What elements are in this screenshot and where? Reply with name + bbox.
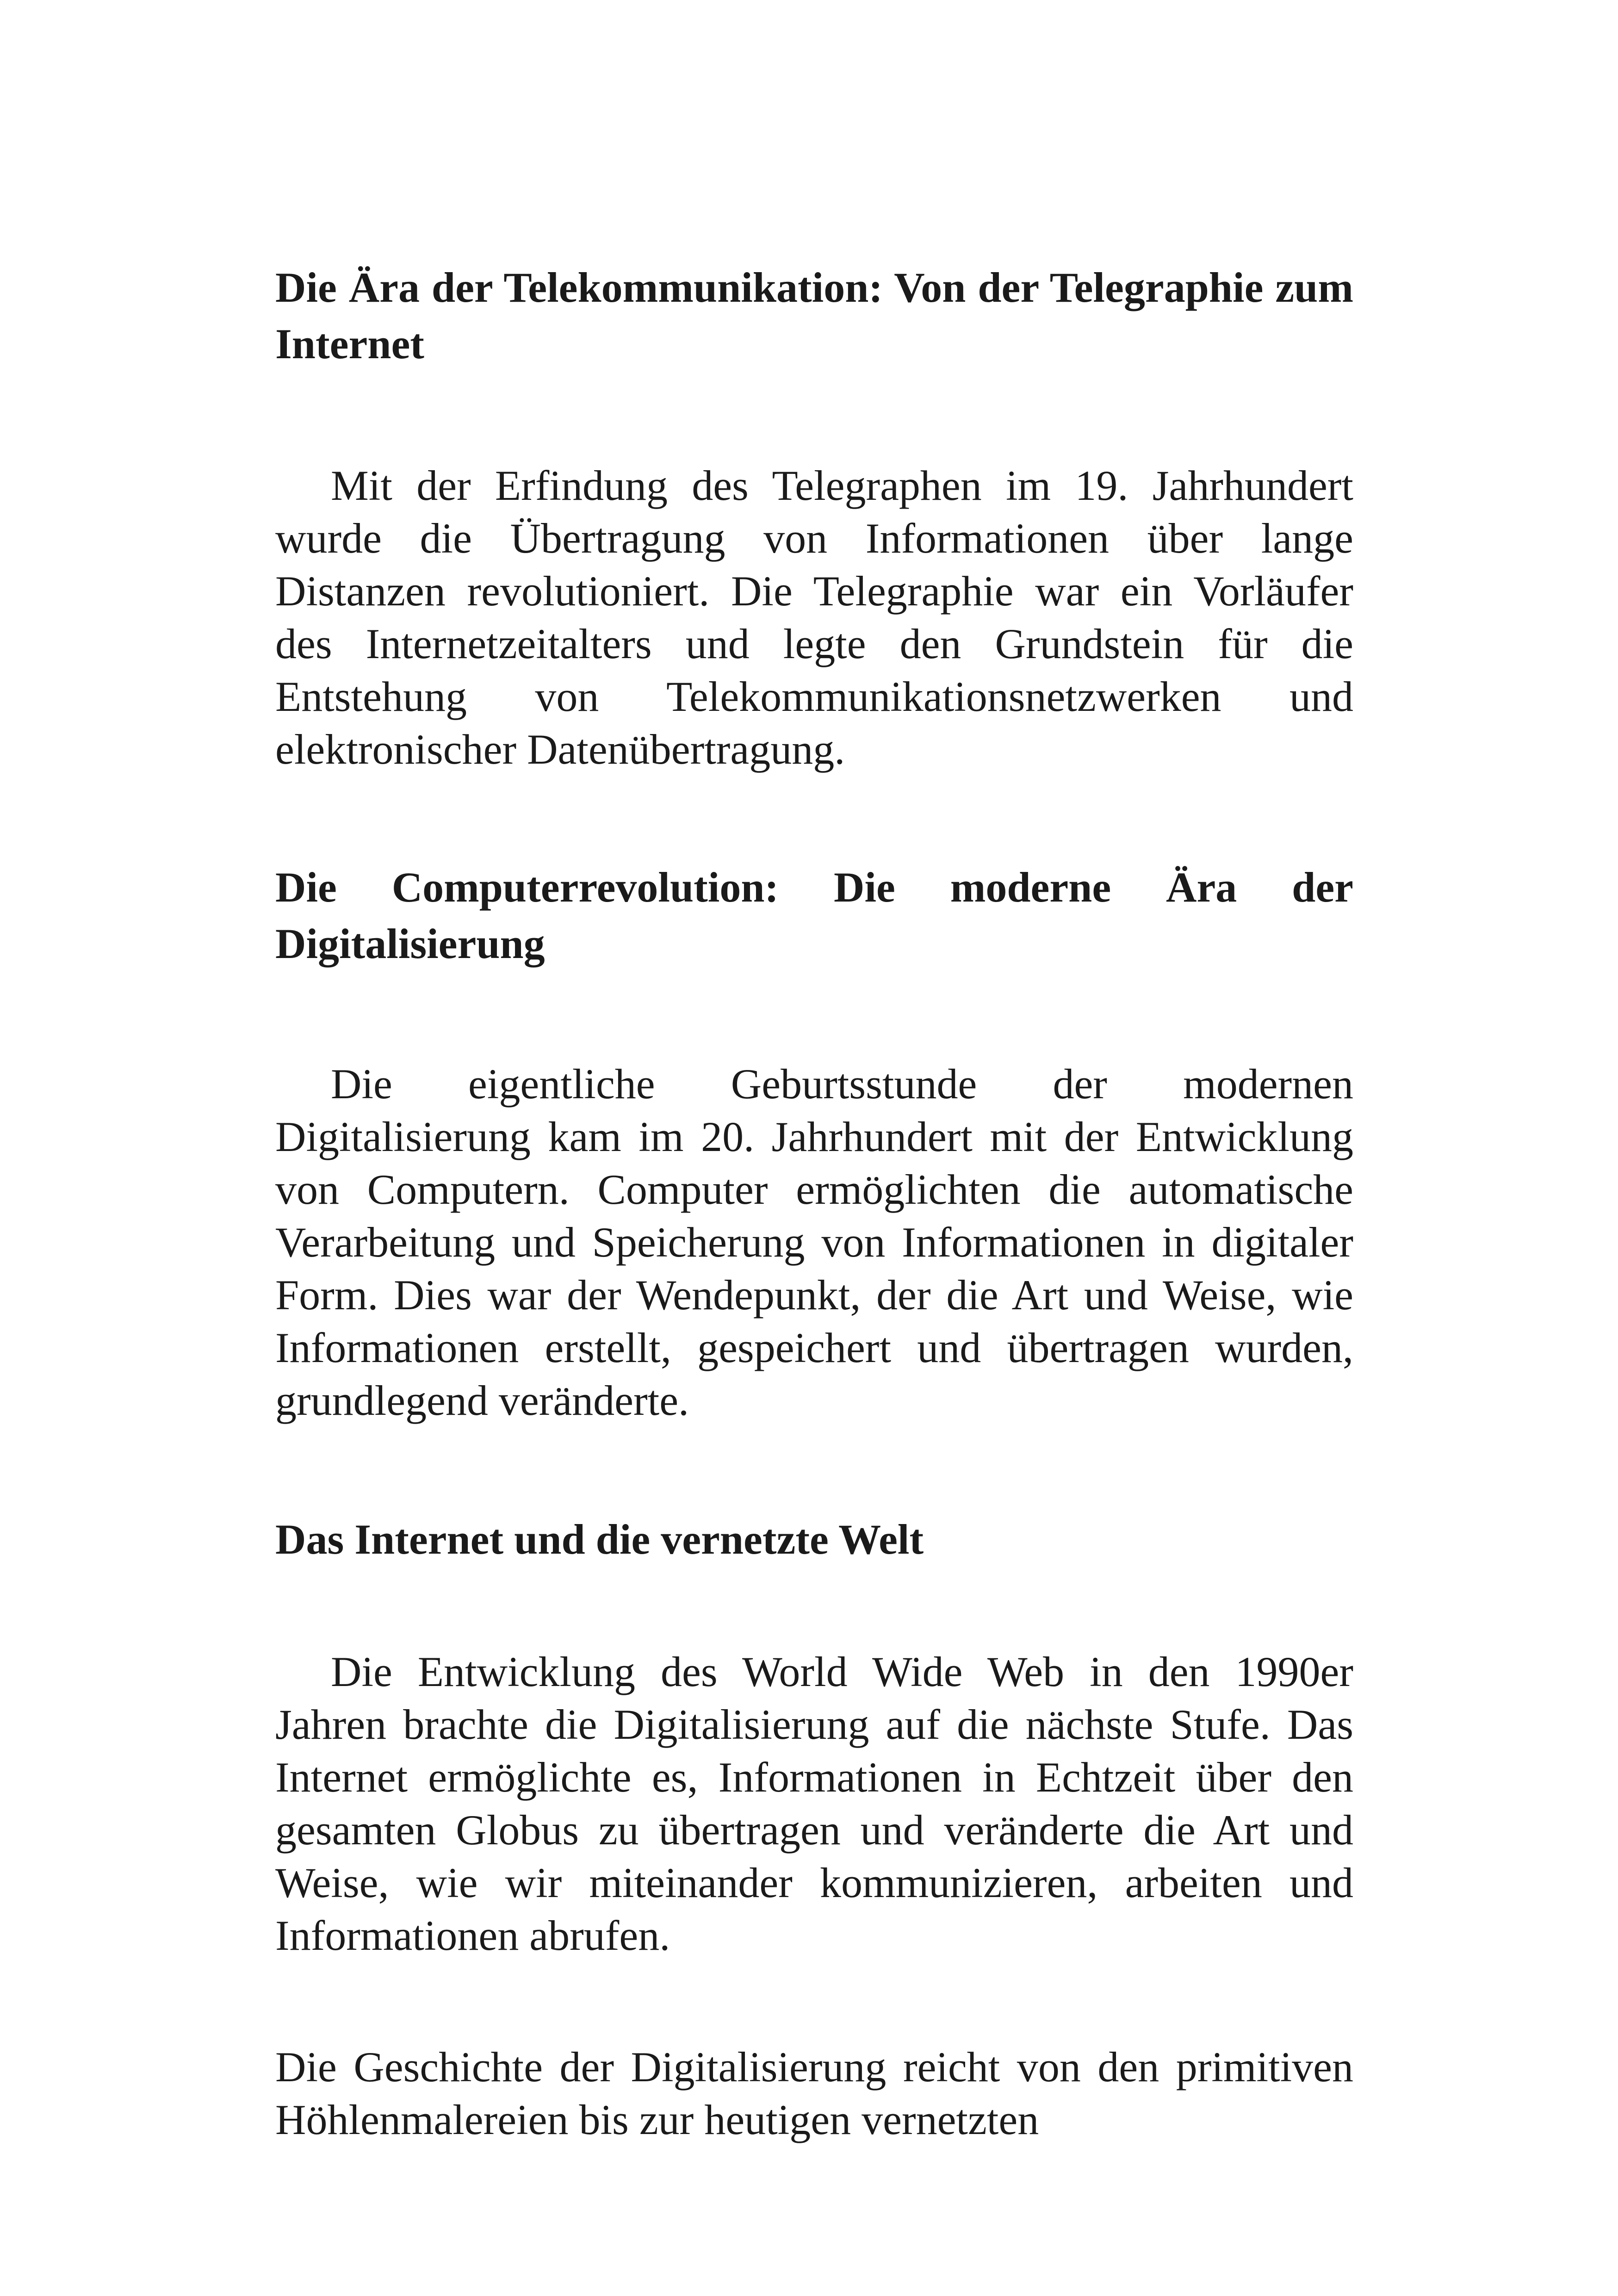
section-paragraph-telekommunikation: Mit der Erfindung des Telegraphen im 19. Jahrhundert wurde die Übertragung von Informationen über lange Distanzen revolutioniert. Die Telegraphie war ein Vorläufer des Internetzeitalters und legte den Grundstein für die Entstehung von Telekommunikationsnetzwerken und elektronischer Datenübertragung. (275, 462, 1353, 773)
section-heading-telekommunikation: Die Ära der Telekommunikation: Von der Telegraphie zum Internet (275, 264, 1353, 367)
section-paragraph-internet: Die Entwicklung des World Wide Web in den 1990er Jahren brachte die Digitalisierung auf die nächste Stufe. Das Internet ermöglichte es, Informationen in Echtzeit über den gesamten Globus zu übertragen und veränderte die Art und Weise, wie wir miteinander kommunizieren, arbeiten und Informationen abrufen. (275, 1648, 1353, 1959)
document-page (275, 259, 1353, 2146)
section-paragraph-computerrevolution: Die eigentliche Geburtsstunde der modernen Digitalisierung kam im 20. Jahrhundert mit der Entwicklung von Computern. Computer ermöglichten die automatische Verarbeitung und Speicherung von Informationen in digitaler Form. Dies war der Wendepunkt, der die Art und Weise, wie Informationen erstellt, gespeichert und übertragen wurden, grundlegend veränderte. (275, 1060, 1353, 1424)
section-heading-computerrevolution: Die Computerrevolution: Die moderne Ära der Digitalisierung (275, 864, 1353, 967)
section-heading-internet: Das Internet und die vernetzte Welt (275, 1516, 924, 1563)
closing-paragraph: Die Geschichte der Digitalisierung reicht von den primitiven Höhlenmalereien bis zur heutigen vernetzten (275, 2043, 1353, 2143)
